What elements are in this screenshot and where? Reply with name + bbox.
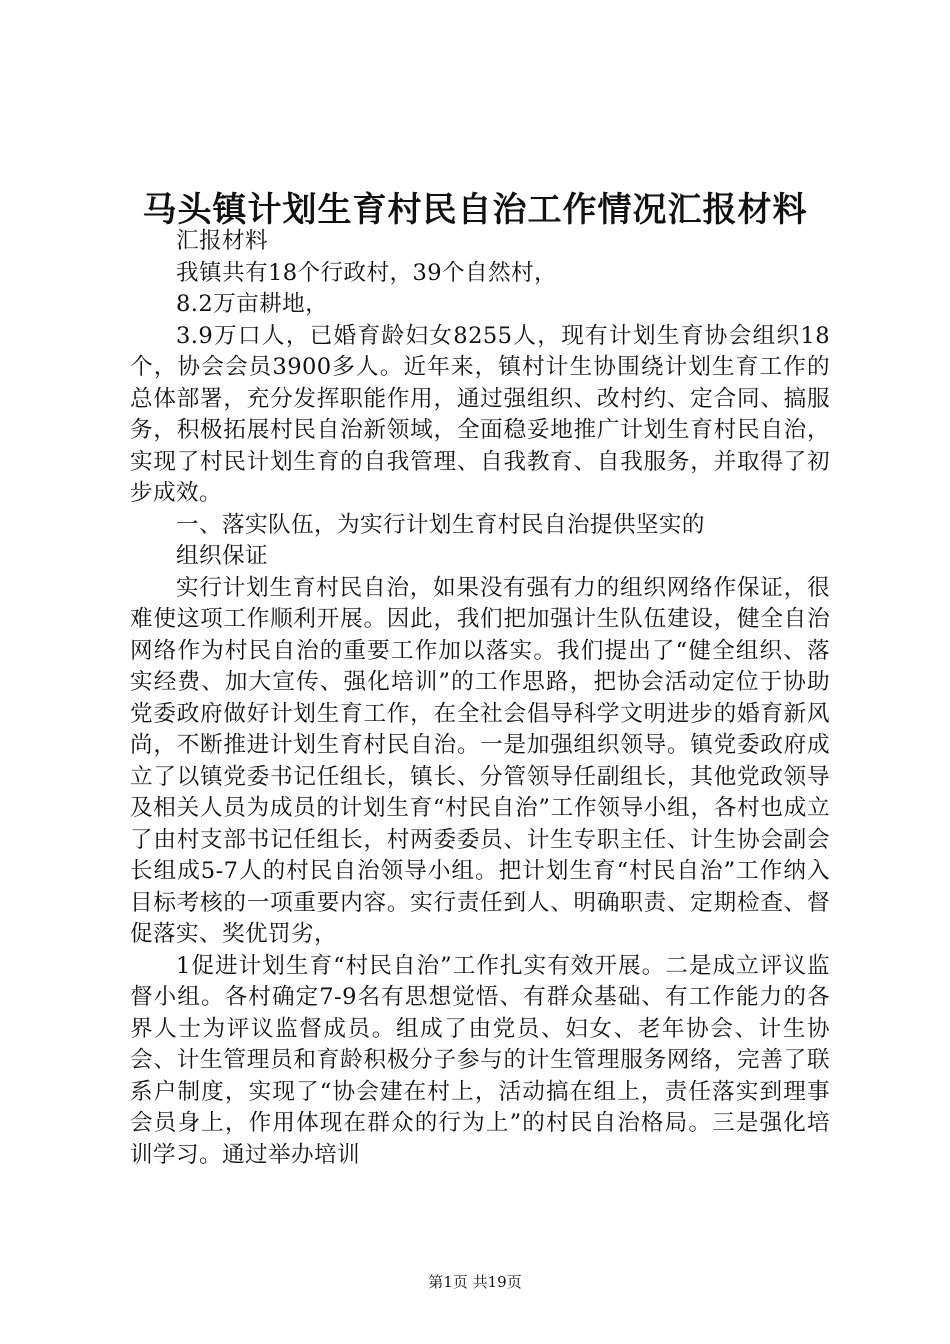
paragraph-organization: 实行计划生育村民自治，如果没有强有力的组织网络作保证，很难使这项工作顺利开展。因此，我们把加强计生队伍建设，健全自治网络作为村民自治的重要工作加以落实。我们提出了“健全组织、落实经费、加大宣传、强化培训”的工作思路，把协会活动定位于协助党委政府做好计划生育工作，在全社会倡导科学文明进步的婚育新风尚，不断推进计划生育村民自治。一是加强组织领导。镇党委政府成立了以镇党委书记任组长，镇长、分管领导任副组长，其他党政领导及相关人员为成员的计划生育“村民自治”工作领导小组，各村也成立了由村支部书记任组长，村两委委员、计生专职主任、计生协会副会长组成5-7人的村民自治领导小组。把计划生育“村民自治”工作纳入目标考核的一项重要内容。实行责任到人、明确职责、定期检查、督促落实、奖优罚劣， (130, 574, 830, 947)
paragraph-farmland: 8.2万亩耕地， (176, 291, 329, 317)
paragraph-report-label: 汇报材料 (176, 228, 268, 254)
section-heading-one: 一、落实队伍，为实行计划生育村民自治提供坚实的 (176, 511, 705, 538)
page-number-footer: 第1页 共19页 (428, 1273, 522, 1291)
section-heading-one-cont: 组织保证 (176, 543, 268, 569)
paragraph-villages: 我镇共有18个行政村，39个自然村， (176, 259, 558, 286)
document-body (130, 226, 830, 1171)
paragraph-supervision: 1促进计划生育“村民自治”工作扎实有效开展。二是成立评议监督小组。各村确定7-9名有思想觉悟、有群众基础、有工作能力的各界人士为评议监督成员。组成了由党员、妇女、老年协会、计生协会、计生管理员和育龄积极分子参与的计生管理服务网络，完善了联系户制度，实现了“协会建在村上，活动搞在组上，责任落实到理事会员身上，作用体现在群众的行为上”的村民自治格局。三是强化培训学习。通过举办培训 (130, 952, 830, 1168)
document-title: 马头镇计划生育村民自治工作情况汇报材料 (142, 190, 808, 230)
paragraph-overview: 3.9万口人，已婚育龄妇女8255人，现有计划生育协会组织18个，协会会员3900多人。近年来，镇村计生协围绕计划生育工作的总体部署，充分发挥职能作用，通过强组织、改村约、定合同、搞服务，积极拓展村民自治新领域，全面稳妥地推广计划生育村民自治，实现了村民计划生育的自我管理、自我教育、自我服务，并取得了初步成效。 (130, 322, 830, 506)
